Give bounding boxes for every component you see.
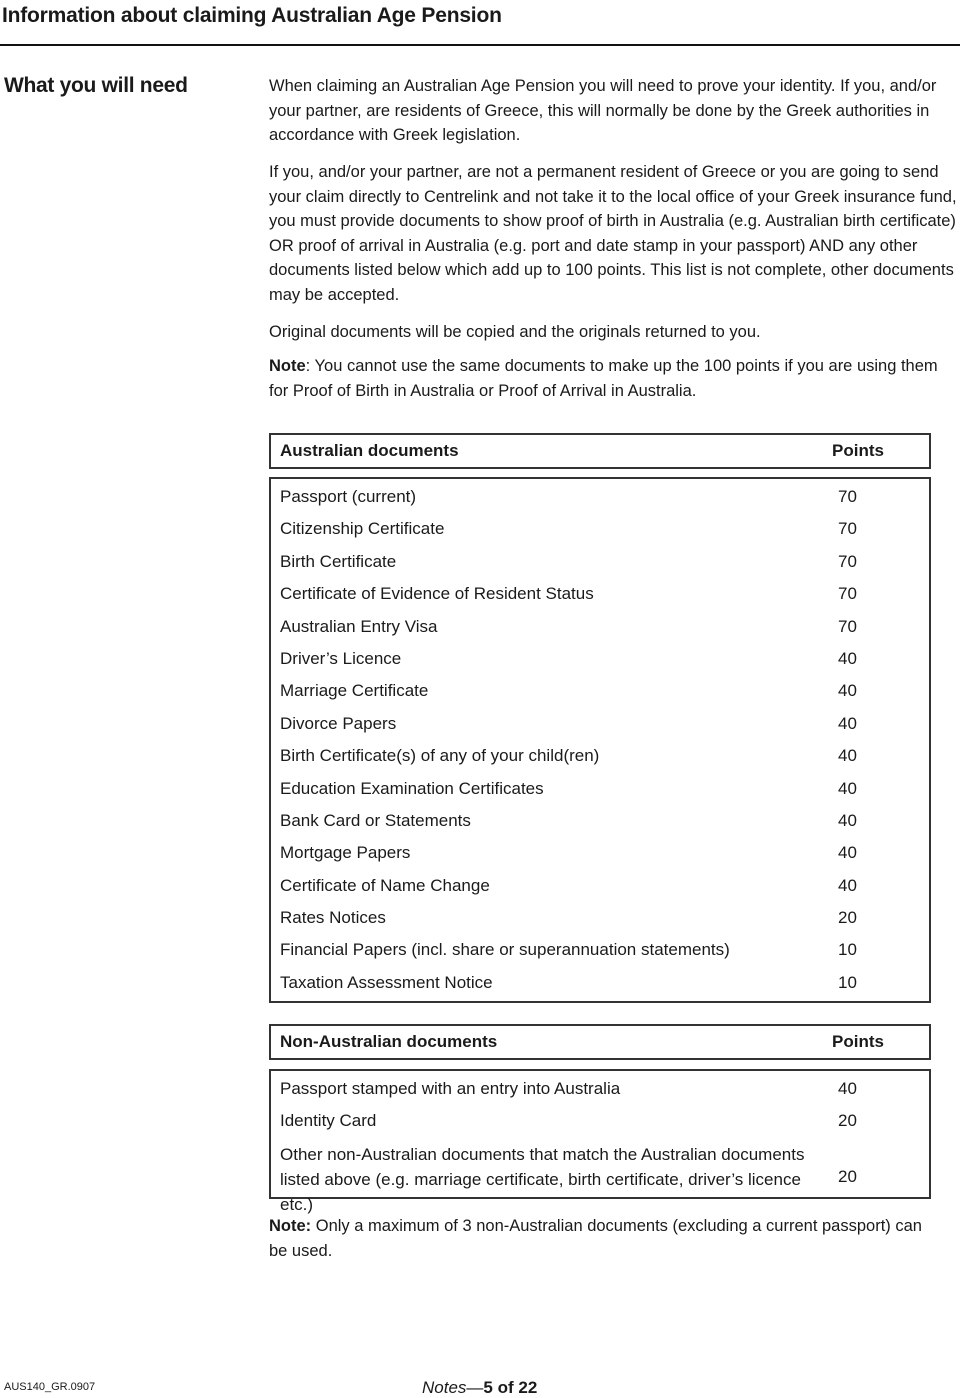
- intro-paragraph: When claiming an Australian Age Pension you will need to prove your identity. If you, and/or your partner, are residents of Greece, this will normally be done by the Greek authorities in accordance with Greek legislation.: [269, 77, 937, 145]
- table-row: [271, 775, 929, 807]
- table-row: [271, 807, 929, 839]
- document-points: 70: [838, 584, 857, 604]
- document-points: 40: [838, 778, 857, 798]
- table-row: [271, 872, 929, 904]
- page-count: 5 of 22: [483, 1378, 538, 1397]
- table-row: [271, 1075, 929, 1107]
- document-name: Birth Certificate(s) of any of your child(ren): [280, 746, 600, 766]
- document-name: Identity Card: [280, 1111, 377, 1131]
- note-text: Only a maximum of 3 non-Australian documents (excluding a current passport) can be used.: [269, 1217, 922, 1260]
- page-number: [422, 1378, 537, 1398]
- note-paragraph: [269, 354, 957, 403]
- document-points: 10: [838, 972, 857, 992]
- table-row: [271, 969, 929, 1001]
- australian-points-heading: Points: [832, 441, 884, 460]
- document-name: Birth Certificate: [280, 551, 397, 571]
- table-row: [271, 742, 929, 774]
- table-row: [271, 613, 929, 645]
- document-name: Marriage Certificate: [280, 681, 429, 701]
- non-australian-documents-heading: Non-Australian documents: [280, 1032, 498, 1051]
- section-title: What you will need: [4, 74, 188, 97]
- document-name: Driver’s Licence: [280, 648, 402, 668]
- australian-documents-heading: Australian documents: [280, 441, 459, 460]
- document-name: Financial Papers (incl. share or superannuation statements): [280, 940, 730, 960]
- document-points: 10: [838, 940, 857, 960]
- document-points: 40: [838, 746, 857, 766]
- document-name: Certificate of Evidence of Resident Status: [280, 584, 594, 604]
- page-header: [0, 0, 960, 46]
- form-code: AUS140_GR.0907: [4, 1381, 96, 1393]
- maximum-documents-note: [269, 1214, 929, 1263]
- non-australian-points-heading: Points: [832, 1032, 884, 1051]
- table-row: [271, 1140, 929, 1214]
- dash: —: [466, 1378, 484, 1397]
- australian-documents-list: [269, 477, 931, 1003]
- document-name: Certificate of Name Change: [280, 875, 490, 895]
- document-name: Divorce Papers: [280, 713, 397, 733]
- document-name: Rates Notices: [280, 908, 386, 928]
- document-points: 70: [838, 487, 857, 506]
- note-label: Note: [269, 357, 306, 375]
- table-row: [271, 1107, 929, 1139]
- table-row: [271, 580, 929, 612]
- document-points: 40: [838, 1079, 857, 1098]
- page-title: Information about claiming Australian Age Pension: [2, 4, 502, 27]
- document-name: Bank Card or Statements: [280, 810, 471, 830]
- notes-label: Notes: [422, 1378, 467, 1397]
- document-name: Taxation Assessment Notice: [280, 972, 493, 992]
- document-points: 40: [838, 875, 857, 895]
- table-row: [271, 904, 929, 936]
- document-points: 70: [838, 551, 857, 571]
- document-points: 70: [838, 616, 857, 636]
- table-row: [271, 515, 929, 547]
- table-row: [271, 936, 929, 968]
- non-australian-documents-header: [269, 1024, 931, 1060]
- table-row: [271, 710, 929, 742]
- document-points: 20: [838, 1111, 857, 1131]
- australian-documents-header: [269, 433, 931, 469]
- table-row: [271, 839, 929, 871]
- document-points: 70: [838, 519, 857, 539]
- document-name: Australian Entry Visa: [280, 616, 438, 636]
- non-australian-documents-list: [269, 1069, 931, 1214]
- document-name: Mortgage Papers: [280, 843, 411, 863]
- document-name: Passport (current): [280, 487, 417, 506]
- document-points: 40: [838, 648, 857, 668]
- table-row: [271, 548, 929, 580]
- note-text: : You cannot use the same documents to make up the 100 points if you are using them for Proof of Birth in Australia or Proof of Arrival in Australia.: [269, 357, 938, 400]
- document-points: 40: [838, 810, 857, 830]
- note-label: Note:: [269, 1217, 312, 1235]
- document-points: 40: [838, 681, 857, 701]
- originals-paragraph: Original documents will be copied and the originals returned to you.: [269, 323, 761, 341]
- document-name: Citizenship Certificate: [280, 519, 445, 539]
- table-row: [271, 645, 929, 677]
- document-name: Passport stamped with an entry into Australia: [280, 1079, 621, 1098]
- document-name: Other non-Australian documents that match the Australian documents listed above (e.g. marriage certificate, birth certificate, driver’s licence etc.): [280, 1144, 805, 1214]
- document-points: 20: [838, 1166, 857, 1186]
- document-points: 20: [838, 908, 857, 928]
- document-points: 40: [838, 713, 857, 733]
- table-row: [271, 483, 929, 515]
- requirements-paragraph: If you, and/or your partner, are not a permanent resident of Greece or you are going to send your claim directly to Centrelink and not take it to the local office of your Greek insurance fund, you must provide documents to show proof of birth in Australia (e.g. Australian birth certificate) OR proof of arrival in Australia (e.g. port and date stamp in your passport) AND any other documents listed below which add up to 100 points. This list is not complete, other documents may be accepted.: [269, 163, 957, 304]
- table-row: [271, 677, 929, 709]
- document-name: Education Examination Certificates: [280, 778, 544, 798]
- document-points: 40: [838, 843, 857, 863]
